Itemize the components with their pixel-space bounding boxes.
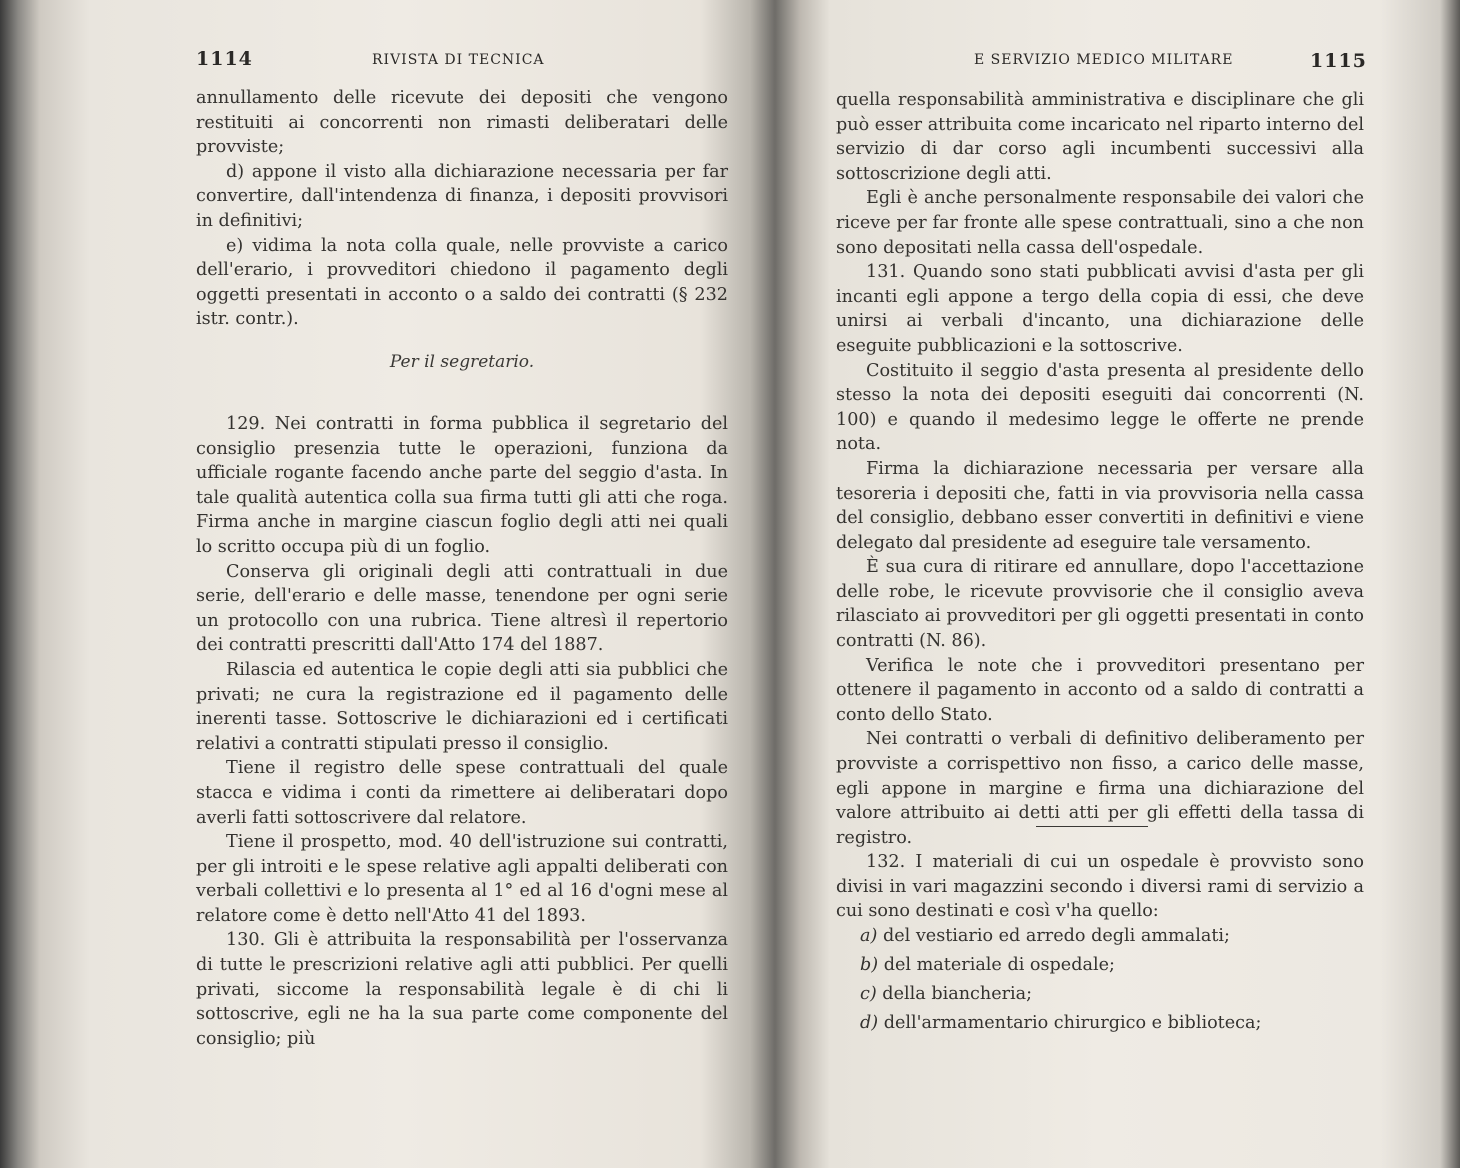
left-top-text	[196, 86, 728, 332]
paragraph: È sua cura di ritirare ed annullare, dopo l'accettazione delle robe, le ricevute provvisorie che il consiglio aveva rilasciato ai provveditori per gli oggetti presentati in conto contratti (N. 86).	[836, 557, 1364, 652]
running-head-left: RIVISTA DI TECNICA	[372, 52, 545, 68]
list-letter: d)	[860, 1013, 879, 1033]
paragraph: Egli è anche personalmente responsabile dei valori che riceve per far fronte alle spese contrattuali, sino a che non sono depositati nella cassa dell'ospedale.	[836, 188, 1364, 258]
page-number-right: 1115	[1310, 50, 1367, 72]
paragraph: Tiene il prospetto, mod. 40 dell'istruzione sui contratti, per gli introiti e le spese relative agli appalti deliberati con verbali collettivi e lo presenta al 1° ed al 16 d'ogni mese al relatore come è detto nell'Atto 41 del 1893.	[196, 832, 728, 926]
list-item	[860, 1009, 1261, 1038]
section-divider	[1036, 826, 1148, 827]
right-page	[780, 0, 1460, 1168]
paragraph: Nei contratti o verbali di definitivo deliberamento per provviste a corrispettivo non fisso, a carico delle masse, egli appone in margine e firma una dichiarazione del valore attribuito ai detti atti per gli effetti della tassa di registro.	[836, 729, 1364, 848]
paragraph: Costituito il seggio d'asta presenta al presidente dello stesso la nota dei depositi eseguiti dai concorrenti (N. 100) e quando il medesimo legge le offerte ne prende nota.	[836, 360, 1364, 455]
right-main-text	[836, 88, 1364, 850]
list-text: del materiale di ospedale;	[878, 955, 1115, 975]
paragraph: d) appone il visto alla dichiarazione necessaria per far convertire, dall'intendenza di finanza, i depositi provvisori in definitivi;	[196, 161, 728, 231]
list-text: dell'armamentario chirurgico e biblioteca;	[878, 1013, 1262, 1033]
section-heading: Per il segretario.	[389, 352, 535, 372]
paragraph: 131. Quando sono stati pubblicati avvisi d'asta per gli incanti egli appone a tergo della copia di essi, che deve unirsi ai verbali d'incanto, una dichiarazione delle eseguite pubblicazioni e la sottoscrive.	[836, 262, 1364, 356]
running-head-right: E SERVIZIO MEDICO MILITARE	[974, 52, 1234, 68]
paragraph: Conserva gli originali degli atti contrattuali in due serie, dell'erario e delle masse, tenendone per ogni serie un protocollo con una rubrica. Tiene altresì il repertorio dei contratti prescritti dall'Atto 174 del 1887.	[196, 561, 728, 656]
list-item	[860, 980, 1261, 1009]
page-number-left: 1114	[196, 48, 253, 70]
list-item	[860, 951, 1261, 980]
paragraph: 129. Nei contratti in forma pubblica il segretario del consiglio presenzia tutte le operazioni, funziona da ufficiale rogante facendo anche parte del seggio d'asta. In tale qualità autentica colla sua firma tutti gli atti che roga. Firma anche in margine ciascun foglio degli atti nei quali lo scritto occupa più di un foglio.	[196, 414, 728, 557]
list-text: della biancheria;	[876, 984, 1033, 1004]
paragraph: e) vidima la nota colla quale, nelle provviste a carico dell'erario, i provveditori chiedono il pagamento degli oggetti presentati in acconto o a saldo dei contratti (§ 232 istr. contr.).	[196, 235, 728, 330]
paragraph: 130. Gli è attribuita la responsabilità per l'osservanza di tutte le prescrizioni relative agli atti pubblici. Per quelli privati, siccome la responsabilità legale è di chi li sottoscrive, egli ne ha la sua parte come componente del consiglio; più	[196, 930, 728, 1049]
list-letter: a)	[860, 926, 878, 946]
magazzini-list	[860, 922, 1261, 1038]
paragraph: 132. I materiali di cui un ospedale è provvisto sono divisi in vari magazzini secondo i diversi rami di servizio a cui sono destinati e così v'ha quello:	[836, 852, 1364, 922]
left-main-text	[196, 412, 728, 1051]
list-item	[860, 922, 1261, 951]
paragraph: quella responsabilità amministrativa e disciplinare che gli può esser attribuita come incaricato nel riparto interno del servizio di dar corso agli incumbenti successivi alla sottoscrizione degli atti.	[836, 90, 1364, 184]
list-text: del vestiario ed arredo degli ammalati;	[877, 926, 1230, 946]
paragraph: Firma la dichiarazione necessaria per versare alla tesoreria i depositi che, fatti in via provvisoria nella cassa del consiglio, debbano esser convertiti in definitivi e viene delegato dal presidente ad eseguire tale versamento.	[836, 458, 1364, 553]
paragraph: Verifica le note che i provveditori presentano per ottenere il pagamento in acconto od a saldo di contratti a conto dello Stato.	[836, 655, 1364, 725]
paragraph: Tiene il registro delle spese contrattuali del quale stacca e vidima i conti da rimettere ai deliberatari dopo averli fatti sottoscrivere dal relatore.	[196, 758, 728, 828]
list-letter: b)	[860, 955, 879, 975]
paragraph: annullamento delle ricevute dei depositi che vengono restituiti ai concorrenti non rimasti deliberatari delle provviste;	[196, 88, 728, 158]
list-letter: c)	[860, 984, 877, 1004]
right-lower-text	[836, 850, 1364, 924]
paragraph: Rilascia ed autentica le copie degli atti sia pubblici che privati; ne cura la registrazione ed il pagamento delle inerenti tasse. Sottoscrive le dichiarazioni ed i certificati relativi a contratti stipulati presso il consiglio.	[196, 659, 728, 754]
